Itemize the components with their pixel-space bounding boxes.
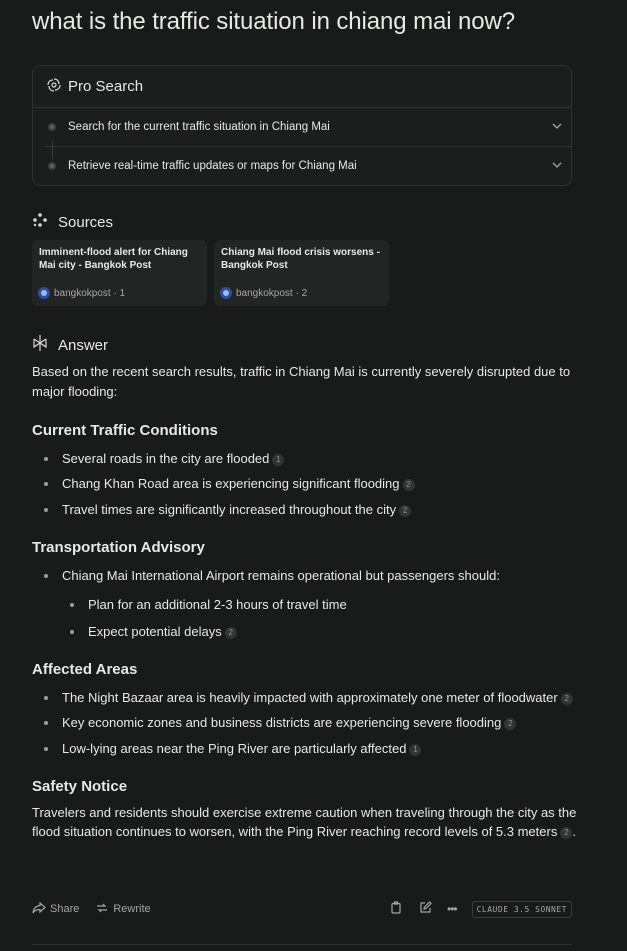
list-item-text: Expect potential delays bbox=[88, 623, 222, 639]
list-item bbox=[32, 595, 577, 615]
site-favicon-icon bbox=[38, 287, 50, 299]
list-item-text: Plan for an additional 2-3 hours of travel time bbox=[88, 597, 347, 612]
share-label: Share bbox=[50, 903, 80, 915]
list-item-text: The Night Bazaar area is heavily impacted with approximately one meter of floodwater bbox=[62, 689, 558, 705]
step-connector bbox=[52, 141, 53, 159]
step-label: Retrieve real-time traffic updates or maps for Chiang Mai bbox=[68, 159, 357, 172]
paragraph-text: Travelers and residents should exercise extreme caution when traveling through the city as the flood situation continues to worsen, with the Ping River reaching record levels of 5.3 meters bbox=[32, 804, 577, 839]
safety-paragraph bbox=[32, 803, 577, 842]
source-title: Imminent-flood alert for Chiang Mai city - Bangkok Post bbox=[39, 247, 188, 271]
list-item bbox=[32, 739, 577, 759]
copy-icon[interactable] bbox=[390, 901, 402, 917]
share-button[interactable] bbox=[32, 902, 79, 917]
question-title: what is the traffic situation in chiang mai now? bbox=[32, 8, 516, 35]
paragraph-tail: . bbox=[572, 824, 576, 839]
citation-badge[interactable]: 2 bbox=[399, 505, 411, 517]
pro-search-icon bbox=[46, 77, 68, 97]
source-site: bangkokpost bbox=[54, 287, 111, 299]
list-item bbox=[32, 500, 577, 520]
citation-badge[interactable]: 2 bbox=[561, 693, 573, 705]
sources-title: Sources bbox=[58, 213, 114, 231]
sources-icon bbox=[32, 212, 58, 232]
list-item-text: Key economic zones and business districts are experiencing severe flooding bbox=[62, 715, 502, 730]
pro-search-step[interactable] bbox=[45, 108, 571, 146]
answer-heading bbox=[32, 334, 108, 356]
model-badge[interactable]: CLAUDE 3.5 SONNET bbox=[472, 901, 572, 918]
citation-badge[interactable]: 1 bbox=[409, 744, 421, 756]
list-item bbox=[32, 622, 577, 642]
pro-search-title: Pro Search bbox=[68, 78, 144, 95]
source-meta: bangkokpost · 1 bbox=[38, 287, 125, 299]
pro-search-step[interactable] bbox=[45, 146, 571, 184]
list-item bbox=[32, 688, 577, 708]
step-status-icon bbox=[48, 123, 56, 131]
bullet-list bbox=[32, 449, 577, 520]
section-heading: Current Traffic Conditions bbox=[32, 422, 218, 439]
source-card[interactable] bbox=[32, 240, 207, 306]
citation-badge[interactable]: 2 bbox=[403, 479, 415, 491]
list-item-text: Low-lying areas near the Ping River are particularly affected bbox=[62, 740, 407, 756]
footer-actions bbox=[377, 901, 572, 918]
list-item bbox=[32, 449, 577, 469]
source-site: bangkokpost bbox=[236, 287, 293, 299]
source-title: Chiang Mai flood crisis worsens - Bangkok Post bbox=[221, 247, 380, 271]
rewrite-label: Rewrite bbox=[113, 903, 151, 915]
pro-search-panel bbox=[32, 65, 572, 186]
source-index: 1 bbox=[119, 287, 126, 299]
share-icon bbox=[32, 902, 50, 917]
answer-intro: Based on the recent search results, traffic in Chiang Mai is currently severely disrupted due to major flooding: bbox=[32, 364, 571, 399]
bullet-list bbox=[32, 566, 577, 642]
chevron-down-icon[interactable] bbox=[551, 159, 563, 174]
citation-badge[interactable]: 2 bbox=[560, 827, 572, 839]
answer-title: Answer bbox=[58, 336, 109, 354]
section-heading: Transportation Advisory bbox=[32, 539, 205, 556]
answer-body bbox=[32, 362, 577, 842]
step-status-icon bbox=[48, 162, 56, 170]
answer-logo-icon bbox=[32, 334, 58, 356]
site-favicon-icon bbox=[220, 287, 232, 299]
answer-footer bbox=[32, 899, 572, 919]
citation-badge[interactable]: 2 bbox=[225, 627, 237, 639]
bullet-list bbox=[32, 688, 577, 759]
pro-search-header bbox=[33, 66, 571, 108]
more-options-icon[interactable]: ••• bbox=[447, 902, 457, 916]
rewrite-button[interactable] bbox=[95, 902, 150, 917]
sources-heading bbox=[32, 212, 113, 232]
citation-badge[interactable]: 2 bbox=[504, 718, 516, 730]
section-heading: Affected Areas bbox=[32, 661, 138, 678]
edit-icon[interactable] bbox=[419, 901, 432, 917]
list-item bbox=[32, 566, 577, 586]
source-card[interactable] bbox=[214, 240, 389, 306]
citation-badge[interactable]: 1 bbox=[272, 454, 284, 466]
section-heading: Safety Notice bbox=[32, 778, 128, 795]
step-label: Search for the current traffic situation in Chiang Mai bbox=[68, 121, 330, 133]
list-item-text: Several roads in the city are flooded bbox=[62, 450, 270, 466]
chevron-down-icon[interactable] bbox=[551, 120, 563, 135]
source-index: 2 bbox=[301, 287, 308, 299]
list-item-text: Chang Khan Road area is experiencing significant flooding bbox=[62, 476, 400, 491]
source-meta: bangkokpost · 2 bbox=[220, 287, 307, 299]
list-item-text: Travel times are significantly increased throughout the city bbox=[62, 501, 397, 517]
divider bbox=[32, 944, 572, 945]
rewrite-icon bbox=[95, 902, 113, 917]
list-item bbox=[32, 713, 577, 733]
list-item bbox=[32, 474, 577, 494]
list-item-text: Chiang Mai International Airport remains operational but passengers should: bbox=[62, 567, 500, 583]
